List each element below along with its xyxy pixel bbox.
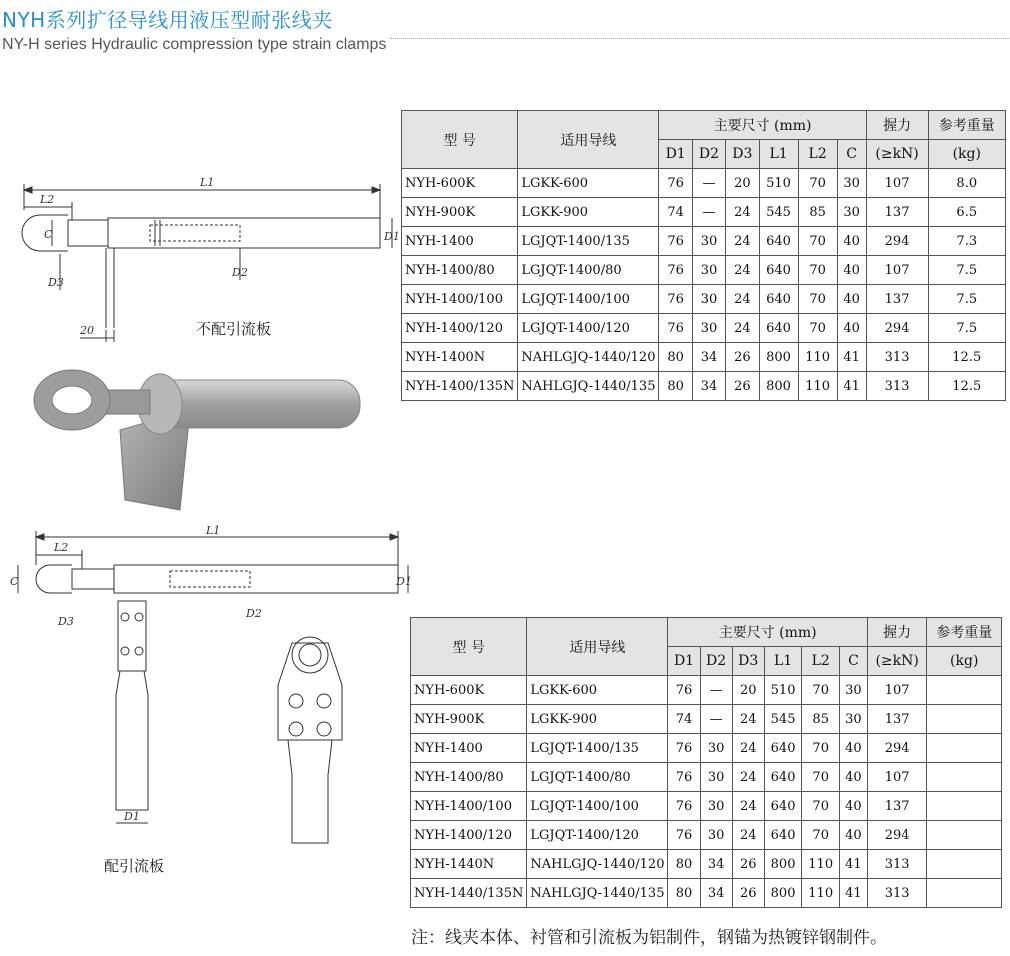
cell-c: 41 [840,850,868,879]
cell-d2: 34 [692,343,725,372]
cell-l1: 640 [764,763,802,792]
cell-c: 40 [840,763,868,792]
cell-d3: 24 [726,256,759,285]
header-weight: 参考重量 [928,111,1005,140]
cell-l2: 70 [798,169,837,198]
cell-model: NYH-600K [402,169,518,198]
drawing-with-plate [10,525,410,845]
cell-model: NYH-1400N [402,343,518,372]
cell-l2: 110 [802,879,840,908]
cell-l2: 70 [798,227,837,256]
table-row [402,372,1006,401]
cell-model: NYH-1400/80 [411,763,527,792]
cell-c: 30 [840,705,868,734]
header-grip: 握力 [867,618,927,647]
cell-l1: 510 [759,169,798,198]
cell-weight [927,763,1002,792]
header-conductor: 适用导线 [527,618,668,676]
cell-weight [927,821,1002,850]
dim-c-label: C [44,228,53,241]
cell-c: 41 [840,879,868,908]
cell-d1: 76 [668,763,700,792]
cell-d2: 30 [700,821,732,850]
dim-d2-label-2: D2 [246,607,262,620]
header-weight-unit: (kg) [927,647,1002,676]
cell-l1: 545 [759,198,798,227]
cell-grip: 294 [867,821,927,850]
cell-grip: 137 [867,705,927,734]
cell-conductor: LGJQT-1400/100 [527,792,668,821]
header-l1: L1 [759,140,798,169]
cell-l1: 800 [764,850,802,879]
cell-model: NYH-900K [402,198,518,227]
table-row [411,850,1002,879]
header-d2: D2 [692,140,725,169]
cell-model: NYH-1400/100 [402,285,518,314]
cell-l2: 70 [802,821,840,850]
table-row [402,285,1006,314]
header-grip-unit: (≥kN) [866,140,928,169]
cell-d1: 76 [659,314,692,343]
header-c: C [840,647,868,676]
cell-d2: 34 [692,372,725,401]
table-row [402,343,1006,372]
cell-d1: 74 [668,705,700,734]
cell-conductor: LGKK-600 [527,676,668,705]
cell-l1: 800 [759,372,798,401]
header-d1: D1 [659,140,692,169]
cell-c: 30 [840,676,868,705]
dim-d1-plate-label: D1 [124,810,140,823]
cell-conductor: LGKK-600 [518,169,659,198]
cell-d2: 34 [700,850,732,879]
page-subtitle: NY-H series Hydraulic compression type strain clamps [2,36,387,53]
footnote: 注：线夹本体、衬管和引流板为铝制件，钢锚为热镀锌钢制件。 [411,928,887,948]
cell-l2: 70 [802,792,840,821]
cell-grip: 313 [867,850,927,879]
dim-d1-label: D1 [384,230,400,243]
cell-weight: 8.0 [928,169,1005,198]
cell-l2: 85 [798,198,837,227]
cell-weight: 12.5 [928,372,1005,401]
cell-l2: 70 [802,734,840,763]
cell-c: 40 [837,227,866,256]
title-divider [390,38,1010,39]
cell-d2: 30 [700,763,732,792]
table-row [402,198,1006,227]
cell-d3: 24 [732,705,764,734]
cell-d2: — [700,676,732,705]
cell-grip: 294 [867,734,927,763]
table-row [411,821,1002,850]
cell-d3: 24 [732,792,764,821]
cell-d2: 30 [692,256,725,285]
caption-with-plate: 配引流板 [104,857,165,875]
header-conductor: 适用导线 [518,111,659,169]
cell-d2: 30 [700,792,732,821]
header-l2: L2 [802,647,840,676]
cell-grip: 107 [866,256,928,285]
spec-table-2 [410,617,1002,908]
cell-d2: — [692,198,725,227]
cell-l2: 70 [798,285,837,314]
cell-l2: 110 [802,850,840,879]
header-main-dims: 主要尺寸 (mm) [659,111,866,140]
cell-l1: 510 [764,676,802,705]
cell-l1: 640 [759,227,798,256]
caption-no-plate: 不配引流板 [196,320,272,338]
header-l2: L2 [798,140,837,169]
cell-model: NYH-1400 [411,734,527,763]
cell-model: NYH-1400/80 [402,256,518,285]
dim-20-label: 20 [80,324,94,337]
dim-c-label-2: C [10,575,19,588]
cell-d3: 24 [732,763,764,792]
cell-grip: 294 [866,227,928,256]
cell-d1: 80 [659,372,692,401]
cell-d3: 20 [726,169,759,198]
cell-d1: 76 [668,821,700,850]
table-row [411,705,1002,734]
cell-d3: 26 [726,343,759,372]
cell-l2: 70 [802,763,840,792]
cell-l1: 640 [759,256,798,285]
cell-l2: 70 [802,676,840,705]
cell-conductor: NAHLGJQ-1440/135 [527,879,668,908]
cell-weight [927,676,1002,705]
cell-l1: 640 [764,821,802,850]
cell-weight: 7.5 [928,314,1005,343]
cell-d3: 24 [732,734,764,763]
cell-grip: 137 [866,198,928,227]
cell-model: NYH-600K [411,676,527,705]
cell-weight [927,734,1002,763]
header-main-dims: 主要尺寸 (mm) [668,618,867,647]
cell-conductor: NAHLGJQ-1440/120 [527,850,668,879]
cell-weight: 7.5 [928,285,1005,314]
table-row [411,734,1002,763]
cell-c: 40 [837,314,866,343]
cell-conductor: LGJQT-1400/135 [518,227,659,256]
cell-d2: — [692,169,725,198]
table-row [411,792,1002,821]
cell-l1: 800 [759,343,798,372]
cell-weight [927,879,1002,908]
cell-grip: 107 [867,763,927,792]
cell-model: NYH-1440/135N [411,879,527,908]
cell-c: 41 [837,343,866,372]
cell-grip: 313 [867,879,927,908]
table-row [402,227,1006,256]
cell-d2: — [700,705,732,734]
dim-l2-label-2: L2 [54,541,69,554]
cell-d1: 74 [659,198,692,227]
cell-grip: 294 [866,314,928,343]
cell-d3: 24 [726,285,759,314]
cell-grip: 313 [866,343,928,372]
cell-c: 40 [840,821,868,850]
cell-l2: 110 [798,343,837,372]
cell-model: NYH-1400/120 [402,314,518,343]
dim-d1-label-2: D1 [396,575,412,588]
cell-grip: 313 [866,372,928,401]
table-row [411,879,1002,908]
cell-c: 40 [837,285,866,314]
cell-weight [927,705,1002,734]
cell-conductor: LGJQT-1400/120 [527,821,668,850]
cell-conductor: LGJQT-1400/120 [518,314,659,343]
cell-c: 40 [837,256,866,285]
cell-grip: 137 [867,792,927,821]
cell-l2: 110 [798,372,837,401]
cell-conductor: NAHLGJQ-1440/120 [518,343,659,372]
cell-weight: 6.5 [928,198,1005,227]
cell-d2: 30 [700,734,732,763]
cell-d3: 24 [726,198,759,227]
header-model: 型 号 [402,111,518,169]
cell-d2: 34 [700,879,732,908]
cell-model: NYH-1440N [411,850,527,879]
cell-conductor: LGKK-900 [527,705,668,734]
cell-d1: 76 [659,256,692,285]
cell-l1: 800 [764,879,802,908]
table-row [402,256,1006,285]
header-d1: D1 [668,647,700,676]
cell-c: 30 [837,198,866,227]
cell-d1: 76 [668,792,700,821]
cell-d2: 30 [692,285,725,314]
cell-l1: 640 [764,792,802,821]
table-row [402,169,1006,198]
cell-d1: 80 [659,343,692,372]
cell-weight [927,792,1002,821]
header-weight-unit: (kg) [928,140,1005,169]
cell-grip: 137 [866,285,928,314]
cell-conductor: LGJQT-1400/80 [527,763,668,792]
dim-d2-label: D2 [232,266,248,279]
dim-d3-label: D3 [48,276,64,289]
cell-c: 40 [840,734,868,763]
cell-c: 41 [837,372,866,401]
cell-weight: 7.3 [928,227,1005,256]
cell-d3: 26 [732,879,764,908]
cell-d1: 76 [659,285,692,314]
header-l1: L1 [764,647,802,676]
cell-d3: 24 [726,314,759,343]
cell-model: NYH-900K [411,705,527,734]
table-row [411,676,1002,705]
cell-d1: 80 [668,879,700,908]
cell-d3: 24 [726,227,759,256]
cell-grip: 107 [867,676,927,705]
cell-d2: 30 [692,227,725,256]
cell-l2: 70 [798,314,837,343]
spec-table-1 [401,110,1006,401]
cell-conductor: LGJQT-1400/100 [518,285,659,314]
dim-l1-label-2: L1 [206,524,221,537]
header-grip: 握力 [866,111,928,140]
clamp-photo [30,360,380,520]
header-model: 型 号 [411,618,527,676]
cell-l2: 70 [798,256,837,285]
header-d2: D2 [700,647,732,676]
cell-d3: 26 [726,372,759,401]
cell-l1: 640 [759,285,798,314]
cell-d1: 76 [659,227,692,256]
cell-d3: 20 [732,676,764,705]
cell-conductor: NAHLGJQ-1440/135 [518,372,659,401]
header-weight: 参考重量 [927,618,1002,647]
cell-c: 30 [837,169,866,198]
cell-weight: 12.5 [928,343,1005,372]
table-row [402,314,1006,343]
cell-l2: 85 [802,705,840,734]
cell-weight: 7.5 [928,256,1005,285]
cell-model: NYH-1400/100 [411,792,527,821]
cell-conductor: LGJQT-1400/80 [518,256,659,285]
cell-d3: 24 [732,821,764,850]
cell-grip: 107 [866,169,928,198]
cell-conductor: LGKK-900 [518,198,659,227]
cell-d3: 26 [732,850,764,879]
cell-conductor: LGJQT-1400/135 [527,734,668,763]
cell-d2: 30 [692,314,725,343]
cell-l1: 640 [764,734,802,763]
cell-model: NYH-1400 [402,227,518,256]
cell-d1: 76 [668,676,700,705]
cell-model: NYH-1400/120 [411,821,527,850]
page-title: NYH系列扩径导线用液压型耐张线夹 [2,8,333,32]
cell-model: NYH-1400/135N [402,372,518,401]
cell-d1: 76 [659,169,692,198]
cell-d1: 76 [668,734,700,763]
cell-d1: 80 [668,850,700,879]
cell-l1: 545 [764,705,802,734]
table-row [411,763,1002,792]
header-grip-unit: (≥kN) [867,647,927,676]
cell-weight [927,850,1002,879]
header-d3: D3 [726,140,759,169]
header-c: C [837,140,866,169]
cell-l1: 640 [759,314,798,343]
cell-c: 40 [840,792,868,821]
header-d3: D3 [732,647,764,676]
dim-l2-label: L2 [40,193,55,206]
dim-d3-label-2: D3 [58,615,74,628]
dim-l1-label: L1 [200,176,215,189]
